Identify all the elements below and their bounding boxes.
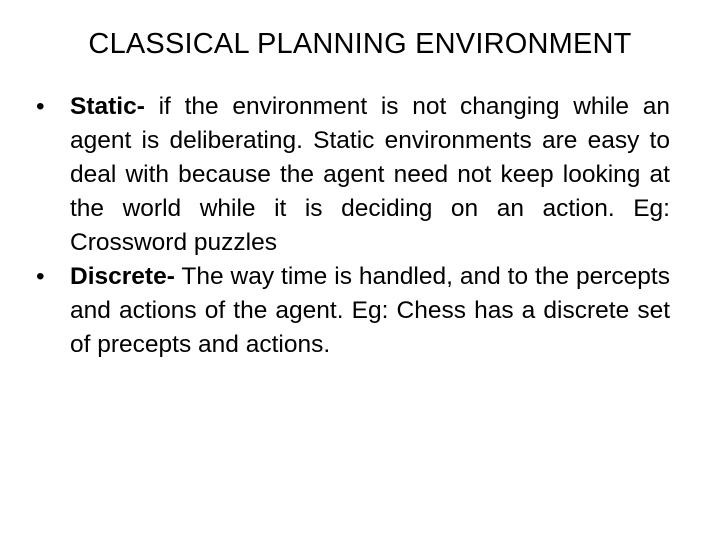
bullet-icon: • xyxy=(36,93,45,120)
bullet-text-static: if the environment is not changing while an agent is deliberating. Static environments are easy to deal with because the agent need not keep looking at the world while it is deciding on an action. Eg: Crossword puzzles xyxy=(70,93,670,256)
bullet-icon: • xyxy=(36,263,45,290)
slide-title: CLASSICAL PLANNING ENVIRONMENT xyxy=(88,28,632,60)
bullet-list xyxy=(36,90,670,362)
bullet-term-discrete: Discrete- xyxy=(70,263,175,290)
bullet-item-discrete xyxy=(36,260,670,362)
bullet-item-static xyxy=(36,90,670,260)
bullet-text-discrete: The way time is handled, and to the percepts and actions of the agent. Eg: Chess has a discrete set of precepts and actions. xyxy=(70,263,670,358)
bullet-term-static: Static- xyxy=(70,93,145,120)
